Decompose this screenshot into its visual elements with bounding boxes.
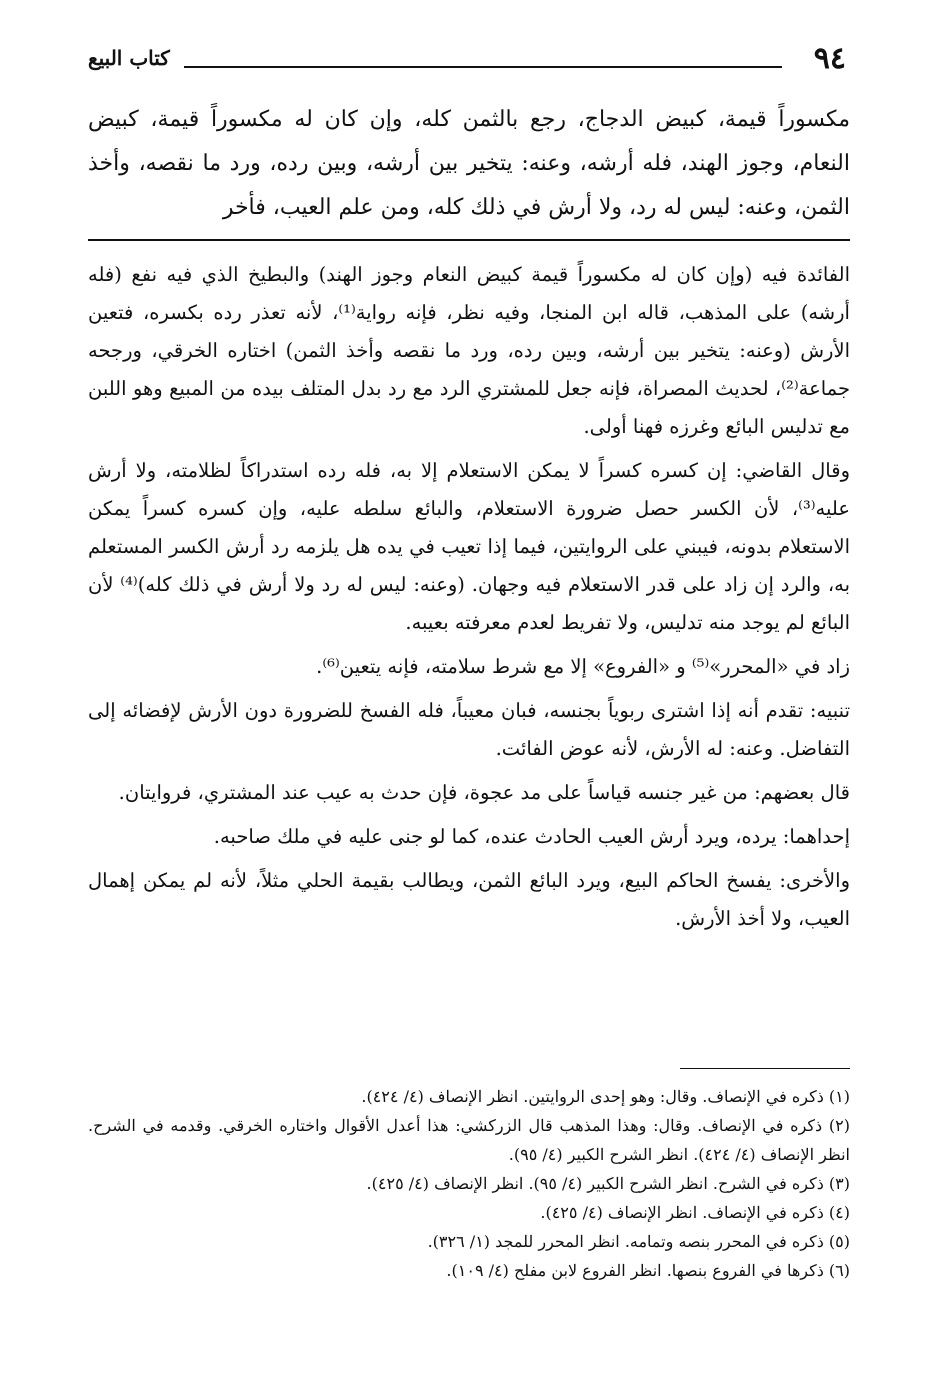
commentary (88, 256, 850, 944)
book-title: كتاب البيع (88, 46, 170, 70)
header-rule (184, 66, 782, 68)
page-number: ٩٤ (813, 41, 846, 76)
commentary-paragraph: إحداهما: يرده، ويرد أرش العيب الحادث عنده، كما لو جنى عليه في ملك صاحبه. (213, 825, 850, 848)
commentary-paragraph: الفائدة فيه (وإن كان له مكسوراً قيمة كبيض النعام وجوز الهند) والبطيخ الذي فيه نفع (فله أرشه) على المذهب، قاله ابن المنجا، وفيه نظر، فإنه رواية⁽¹⁾، لأنه تعذر رده بكسره، فتعين الأرش (وعنه: يتخير بين أرشه، وبين رده، ورد ما نقصه وأخذ الثمن) اختاره الخرقي، ورجحه جماعة⁽²⁾، لحديث المصراة، فإنه جعل للمشتري الرد مع رد بدل المتلف بيده من المبيع وهو اللبن مع تدليس البائع وغرزه فهنا أولى. (88, 263, 850, 438)
commentary-paragraph: وقال القاضي: إن كسره كسراً لا يمكن الاستعلام إلا به، فله رده استدراكاً لظلامته، ولا أرش عليه⁽³⁾، لأن الكسر حصل ضرورة الاستعلام، والبائع سلطه عليه، وإن كسره كسراً يمكن الاستعلام بدونه، فيبني على الروايتين، فيما إذا تعيب في يده هل يلزمه رد أرش الكسر المستعلم به، والرد إن زاد على قدر الاستعلام فيه وجهان. (وعنه: ليس له رد ولا أرش في ذلك كله)⁽⁴⁾ لأن البائع لم يوجد منه تدليس، ولا تفريط لعدم معرفته بعيبه. (88, 459, 851, 634)
commentary-paragraph: والأخرى: يفسخ الحاكم البيع، ويرد البائع الثمن، ويطالب بقيمة الحلي مثلاً، لأنه لم يمكن إهمال العيب، ولا أخذ الأرش. (88, 869, 850, 930)
footnote: (٦) ذكرها في الفروع بنصها. انظر الفروع لابن مفلح (٤/ ١٠٩). (446, 1261, 850, 1280)
footnote: (١) ذكره في الإنصاف. وقال: وهو إحدى الروايتين. انظر الإنصاف (٤/ ٤٢٤). (361, 1087, 850, 1106)
commentary-paragraph: تنبيه: تقدم أنه إذا اشترى ربوياً بجنسه، فبان معيباً، فله الفسخ للضرورة دون الأرش لإفضائه إلى التفاضل. وعنه: له الأرش، لأنه عوض الفائت. (88, 699, 850, 760)
footnote: (٣) ذكره في الشرح. انظر الشرح الكبير (٤/ ٩٥). انظر الإنصاف (٤/ ٤٢٥). (366, 1174, 850, 1193)
footnote: (٥) ذكره في المحرر بنصه وتمامه. انظر المحرر للمجد (١/ ٣٢٦). (427, 1232, 850, 1251)
footnote: (٢) ذكره في الإنصاف. وقال: وهذا المذهب قال الزركشي: هذا أعدل الأقوال واختاره الخرقي. وقدمه في الشرح. انظر الإنصاف (٤/ ٤٢٤). انظر الشرح الكبير (٤/ ٩٥). (88, 1116, 850, 1164)
commentary-paragraph: زاد في «المحرر»⁽⁵⁾ و «الفروع» إلا مع شرط سلامته، فإنه يتعين⁽⁶⁾. (316, 655, 850, 678)
page-header (88, 40, 850, 80)
matn-separator (88, 239, 850, 241)
footnote-separator (680, 1068, 850, 1069)
footnote: (٤) ذكره في الإنصاف. انظر الإنصاف (٤/ ٤٢٥). (540, 1203, 850, 1222)
footnotes (88, 1082, 850, 1285)
matn-text: مكسوراً قيمة، كبيض الدجاج، رجع بالثمن كله، وإن كان له مكسوراً قيمة، كبيض النعام، وجوز الهند، فله أرشه، وعنه: يتخير بين أرشه، وبين رده، ورد ما نقصه، وأخذ الثمن، وعنه: ليس له رد، ولا أرش في ذلك كله، ومن علم العيب، فأخر (88, 107, 850, 220)
commentary-paragraph: قال بعضهم: من غير جنسه قياساً على مد عجوة، فإن حدث به عيب عند المشتري، فروايتان. (118, 781, 850, 804)
